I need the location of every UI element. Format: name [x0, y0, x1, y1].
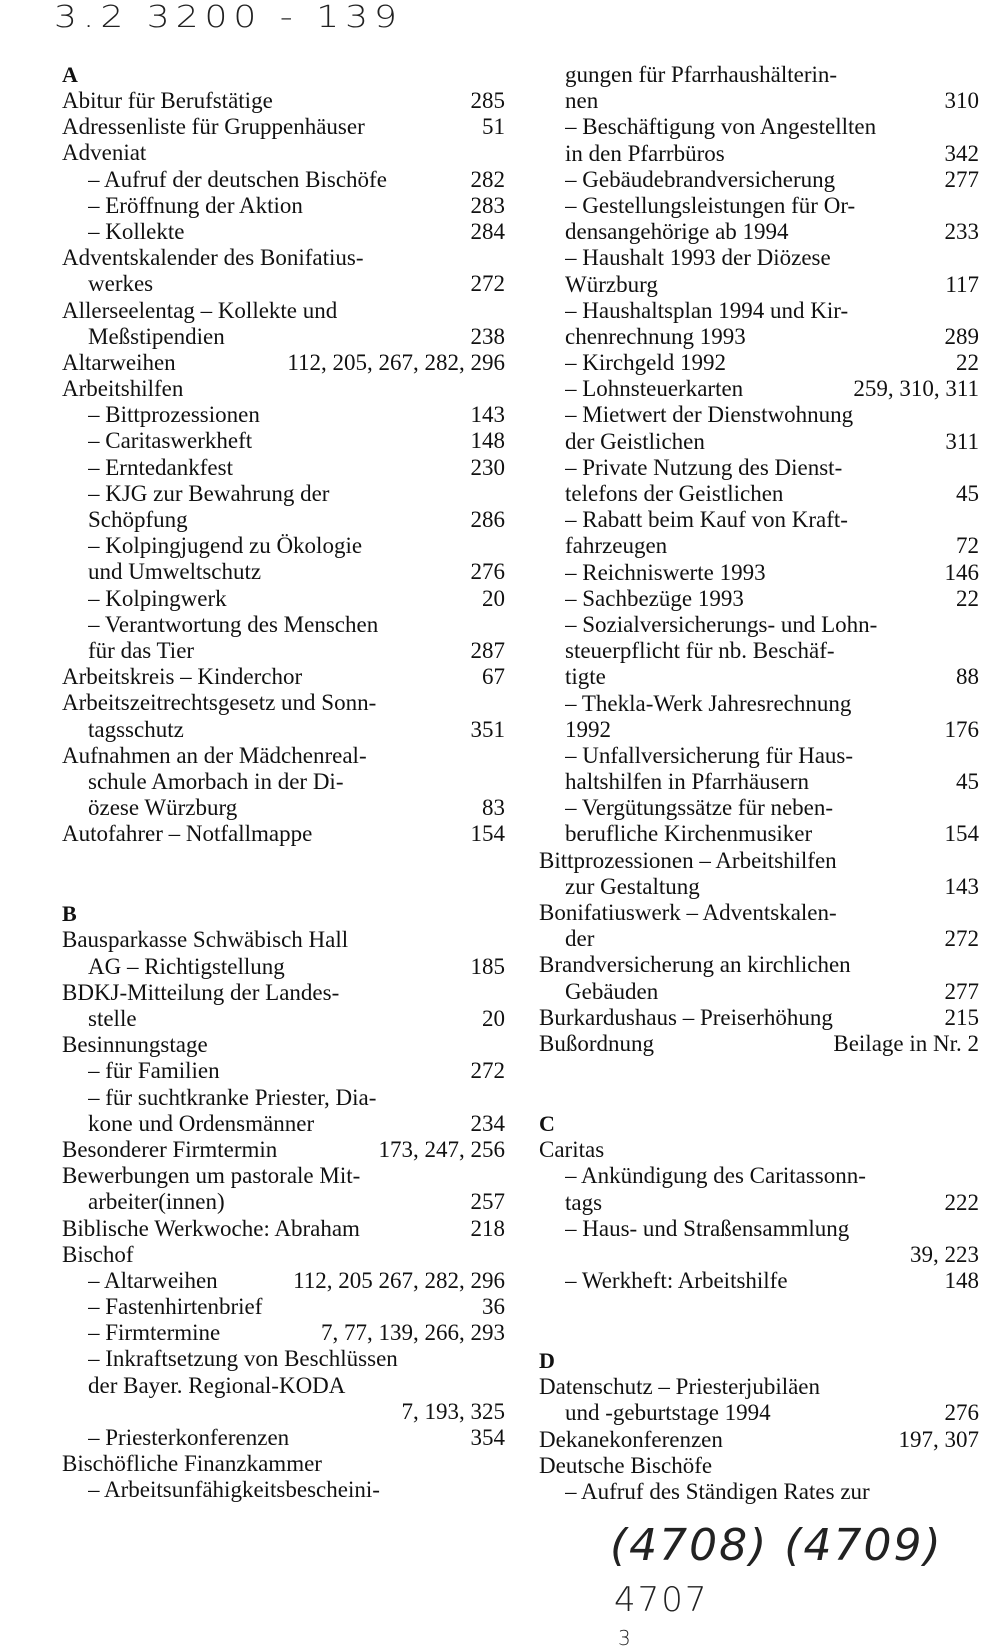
- entry-pages: 277: [944, 978, 979, 1004]
- index-subentry: [539, 376, 979, 402]
- index-subentry: [62, 167, 505, 193]
- entry-text: zur Gestaltung: [565, 873, 700, 899]
- index-subentry: [539, 664, 979, 690]
- entry-text: – für Familien: [88, 1058, 220, 1084]
- entry-pages: 173, 247, 256: [378, 1136, 505, 1162]
- entry-text: Bewerbungen um pastorale Mit-: [62, 1163, 361, 1189]
- index-subentry: [62, 533, 505, 559]
- entry-text: der Bayer. Regional-KODA: [88, 1372, 346, 1398]
- entry-pages: 354: [470, 1425, 505, 1450]
- index-subentry: [539, 350, 979, 376]
- entry-pages: 277: [944, 166, 979, 192]
- section-spacer: [62, 847, 505, 901]
- index-subentry: [62, 219, 505, 245]
- index-subentry: [539, 88, 979, 114]
- entry-text: und -geburtstage 1994: [565, 1400, 771, 1426]
- index-entry: [62, 980, 505, 1006]
- index-subentry: [62, 428, 505, 454]
- index-subentry: [62, 559, 505, 585]
- entry-pages: 45: [956, 481, 979, 506]
- index-entry: [62, 690, 505, 716]
- index-subentry: [539, 691, 979, 717]
- index-subentry: [539, 455, 979, 481]
- entry-pages: 20: [482, 1006, 505, 1031]
- index-subentry: [539, 821, 979, 847]
- index-subentry: [62, 717, 505, 743]
- entry-text: Schöpfung: [88, 507, 188, 532]
- index-subentry: [62, 324, 505, 350]
- entry-pages: 285: [470, 88, 505, 113]
- entry-pages: 51: [482, 114, 505, 140]
- entry-pages: 289: [944, 323, 979, 349]
- entry-text: – Eröffnung der Aktion: [88, 192, 303, 218]
- entry-text: stelle: [88, 1006, 137, 1031]
- index-subentry: [539, 402, 979, 428]
- entry-pages: 311: [945, 428, 979, 454]
- entry-pages: 67: [482, 664, 505, 690]
- index-subentry: [62, 193, 505, 219]
- index-entry: [539, 952, 979, 978]
- entry-text: – Bittprozessionen: [88, 402, 260, 428]
- entry-text: densangehörige ab 1994: [565, 219, 789, 245]
- entry-text: und Umweltschutz: [88, 559, 262, 585]
- entry-text: – Inkraftsetzung von Beschlüssen: [88, 1346, 398, 1372]
- entry-pages: 272: [944, 926, 979, 952]
- index-entry: [539, 1427, 979, 1453]
- entry-text: Bußordnung: [539, 1030, 654, 1056]
- entry-text: schule Amorbach in der Di-: [88, 768, 344, 794]
- entry-pages: 215: [944, 1004, 979, 1030]
- index-subentry: [539, 717, 979, 743]
- entry-pages: 148: [470, 428, 505, 454]
- entry-text: für das Tier: [88, 637, 195, 663]
- index-entry: [539, 1005, 979, 1031]
- entry-text: – Thekla-Werk Jahresrechnung: [565, 690, 852, 716]
- index-entry: [62, 245, 505, 271]
- index-subentry: [539, 1163, 979, 1189]
- index-subentry: [539, 769, 979, 795]
- entry-text: Biblische Werkwoche: Abraham: [62, 1215, 360, 1241]
- entry-pages: 342: [944, 140, 979, 166]
- entry-pages: 259, 310, 311: [853, 376, 979, 402]
- entry-pages: 218: [470, 1215, 505, 1241]
- index-subentry: [62, 271, 505, 297]
- index-subentry: [539, 560, 979, 586]
- entry-pages: 22: [956, 350, 979, 376]
- index-column-right: [539, 62, 979, 1505]
- entry-text: – Vergütungssätze für neben-: [565, 795, 834, 821]
- entry-pages: 234: [470, 1110, 505, 1136]
- section-heading: B: [62, 901, 77, 927]
- entry-text: Besonderer Firmtermin: [62, 1136, 278, 1162]
- index-subentry: [62, 402, 505, 428]
- entry-text: Meßstipendien: [88, 323, 225, 349]
- entry-pages: 7, 77, 139, 266, 293: [321, 1320, 505, 1346]
- entry-pages: 112, 205, 267, 282, 296: [287, 349, 505, 375]
- index-subentry: [539, 272, 979, 298]
- index-subentry: [539, 219, 979, 245]
- entry-text: kone und Ordensmänner: [88, 1110, 315, 1136]
- entry-text: BDKJ-Mitteilung der Landes-: [62, 979, 340, 1005]
- entry-pages: 22: [956, 585, 979, 611]
- entry-text: – Altarweihen: [88, 1267, 218, 1293]
- entry-text: – Sachbezüge 1993: [565, 585, 744, 611]
- index-subentry: [539, 193, 979, 219]
- index-subentry: [62, 455, 505, 481]
- index-subentry: [62, 1425, 505, 1451]
- entry-text: – Reichniswerte 1993: [565, 559, 766, 585]
- entry-text: – Caritaswerkheft: [88, 428, 253, 454]
- entry-pages: 88: [956, 664, 979, 690]
- index-subentry: [62, 1006, 505, 1032]
- index-subentry: [539, 1479, 979, 1505]
- entry-text: – Unfallversicherung für Haus-: [565, 742, 854, 768]
- index-subentry: [62, 1268, 505, 1294]
- index-subentry: [539, 114, 979, 140]
- index-subentry: [539, 1242, 979, 1268]
- entry-pages: 83: [482, 795, 505, 821]
- entry-pages: 146: [944, 559, 979, 585]
- entry-text: Adventskalender des Bonifatius-: [62, 245, 364, 271]
- entry-pages: 286: [470, 507, 505, 532]
- entry-text: – Fastenhirtenbrief: [88, 1294, 263, 1320]
- entry-text: Arbeitskreis – Kinderchor: [62, 664, 303, 690]
- entry-text: Bonifatiuswerk – Adventskalen-: [539, 900, 837, 925]
- index-entry: [62, 1216, 505, 1242]
- entry-text: – Lohnsteuerkarten: [565, 376, 744, 402]
- entry-text: Arbeitshilfen: [62, 376, 184, 402]
- index-entry: [539, 1453, 979, 1479]
- entry-text: Burkardushaus – Preiserhöhung: [539, 1004, 833, 1030]
- index-entry: [62, 821, 505, 847]
- entry-text: arbeiter(innen): [88, 1189, 225, 1215]
- entry-pages: 143: [944, 873, 979, 899]
- index-entry: [62, 350, 505, 376]
- entry-text: chenrechnung 1993: [565, 323, 746, 349]
- entry-text: – Gestellungsleistungen für Or-: [565, 192, 856, 218]
- index-subentry: [539, 1268, 979, 1294]
- entry-text: Bausparkasse Schwäbisch Hall: [62, 927, 349, 953]
- entry-text: Arbeitszeitrechtsgesetz und Sonn-: [62, 690, 377, 716]
- entry-text: – Aufruf der deutschen Bischöfe: [88, 166, 387, 192]
- entry-text: Datenschutz – Priesterjubiläen: [539, 1374, 821, 1400]
- entry-text: – Sozialversicherungs- und Lohn-: [565, 611, 878, 637]
- index-entry: [62, 140, 505, 166]
- entry-pages: 154: [470, 821, 505, 847]
- index-subentry: [539, 1190, 979, 1216]
- entry-pages: 283: [470, 192, 505, 218]
- index-entry: [539, 1374, 979, 1400]
- entry-text: – für suchtkranke Priester, Dia-: [88, 1084, 377, 1110]
- index-subentry: [62, 612, 505, 638]
- entry-pages: 36: [482, 1294, 505, 1320]
- index-entry: [539, 1031, 979, 1057]
- entry-text: Allerseelentag – Kollekte und: [62, 297, 338, 323]
- entry-text: Bischöfliche Finanzkammer: [62, 1451, 322, 1477]
- index-entry: [62, 1451, 505, 1477]
- entry-pages: 112, 205 267, 282, 296: [293, 1267, 505, 1293]
- index-subentry: [62, 481, 505, 507]
- entry-pages: 39, 223: [910, 1241, 979, 1267]
- index-subentry: [62, 507, 505, 533]
- index-subentry: [539, 874, 979, 900]
- entry-text: Autofahrer – Notfallmappe: [62, 821, 313, 847]
- entry-pages: 185: [470, 953, 505, 979]
- entry-pages: 282: [470, 166, 505, 192]
- entry-pages: 238: [470, 323, 505, 349]
- index-subentry: [62, 1373, 505, 1399]
- index-subentry: [539, 586, 979, 612]
- entry-pages: 276: [944, 1400, 979, 1426]
- index-subentry: [62, 1346, 505, 1372]
- index-subentry: [539, 298, 979, 324]
- index-entry: [62, 1137, 505, 1163]
- section-heading: A: [62, 62, 78, 87]
- entry-text: – Haushaltsplan 1994 und Kir-: [565, 297, 849, 323]
- entry-text: haltshilfen in Pfarrhäusern: [565, 769, 809, 795]
- entry-text: – Werkheft: Arbeitshilfe: [565, 1268, 788, 1294]
- index-subentry: [539, 481, 979, 507]
- index-entry: [62, 743, 505, 769]
- index-subentry: [539, 507, 979, 533]
- index-subentry: [539, 1400, 979, 1426]
- index-entry: [62, 1032, 505, 1058]
- entry-text: nen: [565, 88, 599, 114]
- entry-text: tagsschutz: [88, 716, 184, 742]
- handwritten-archive-number: 3.2 3200 - 139: [54, 0, 403, 35]
- index-column-left: [62, 62, 505, 1504]
- entry-pages: 72: [956, 533, 979, 559]
- entry-pages: 257: [470, 1189, 505, 1215]
- index-subentry: [539, 926, 979, 952]
- entry-text: – Kolpingwerk: [88, 585, 227, 611]
- entry-pages: Beilage in Nr. 2: [833, 1030, 979, 1056]
- entry-text: tigte: [565, 664, 606, 690]
- entry-text: – Rabatt beim Kauf von Kraft-: [565, 507, 848, 533]
- index-subentry: [62, 1399, 505, 1425]
- entry-pages: 222: [944, 1189, 979, 1215]
- entry-pages: 230: [470, 454, 505, 480]
- index-subentry: [539, 795, 979, 821]
- index-entry: [539, 848, 979, 874]
- index-subentry: [539, 743, 979, 769]
- entry-text: steuerpflicht für nb. Beschäf-: [565, 638, 835, 664]
- index-entry: [539, 1137, 979, 1163]
- index-subentry: [62, 1294, 505, 1320]
- index-subentry: [62, 1085, 505, 1111]
- index-subentry: [539, 979, 979, 1005]
- index-subentry: [62, 1320, 505, 1346]
- entry-text: werkes: [88, 271, 154, 297]
- section-spacer: [539, 1057, 979, 1111]
- entry-text: Bittprozessionen – Arbeitshilfen: [539, 847, 837, 873]
- entry-text: Caritas: [539, 1137, 605, 1163]
- entry-text: der: [565, 926, 595, 952]
- entry-pages: 310: [944, 88, 979, 114]
- entry-text: – Haushalt 1993 der Diözese: [565, 245, 831, 271]
- index-subentry: [62, 769, 505, 795]
- entry-text: – Mietwert der Dienstwohnung: [565, 402, 854, 428]
- index-entry: [62, 664, 505, 690]
- entry-text: Dekanekonferenzen: [539, 1426, 723, 1452]
- index-subentry: [62, 638, 505, 664]
- entry-text: Adveniat: [62, 140, 147, 166]
- entry-text: – Erntedankfest: [88, 454, 233, 480]
- index-subentry: [539, 638, 979, 664]
- index-subentry: [539, 429, 979, 455]
- entry-text: – Ankündigung des Caritassonn-: [565, 1163, 866, 1189]
- index-entry: [62, 114, 505, 140]
- entry-text: tags: [565, 1189, 603, 1215]
- index-entry: [539, 900, 979, 926]
- entry-text: Bischof: [62, 1241, 134, 1267]
- entry-text: – KJG zur Bewahrung der: [88, 480, 330, 506]
- entry-text: Gebäuden: [565, 978, 659, 1004]
- entry-text: – Firmtermine: [88, 1320, 221, 1346]
- entry-text: – Gebäudebrandversicherung: [565, 166, 836, 192]
- section-spacer: [539, 1294, 979, 1348]
- entry-text: gungen für Pfarrhaushälterin-: [565, 62, 838, 87]
- index-subentry: [62, 1058, 505, 1084]
- section-heading: D: [539, 1348, 555, 1374]
- entry-pages: 143: [470, 402, 505, 428]
- index-entry: [62, 298, 505, 324]
- entry-text: Würzburg: [565, 271, 658, 297]
- entry-text: özese Würzburg: [88, 795, 238, 821]
- entry-text: berufliche Kirchenmusiker: [565, 821, 813, 847]
- handwritten-note-bottom: (4708) (4709): [610, 1520, 943, 1571]
- index-subentry: [62, 795, 505, 821]
- entry-text: fahrzeugen: [565, 533, 668, 559]
- index-subentry: [539, 141, 979, 167]
- index-subentry: [539, 167, 979, 193]
- index-subentry: [62, 1477, 505, 1503]
- entry-pages: 176: [944, 716, 979, 742]
- entry-text: – Kirchgeld 1992: [565, 350, 726, 376]
- entry-text: der Geistlichen: [565, 428, 705, 454]
- entry-text: Abitur für Berufstätige: [62, 88, 273, 113]
- entry-text: telefons der Geistlichen: [565, 481, 784, 506]
- index-entry: [62, 376, 505, 402]
- entry-text: in den Pfarrbüros: [565, 140, 725, 166]
- entry-text: – Kolpingjugend zu Ökologie: [88, 533, 363, 559]
- entry-text: – Verantwortung des Menschen: [88, 611, 379, 637]
- entry-pages: 148: [944, 1268, 979, 1294]
- entry-pages: 7, 193, 325: [401, 1398, 505, 1424]
- entry-text: – Kollekte: [88, 218, 185, 244]
- section-heading: C: [539, 1111, 555, 1137]
- entry-text: Altarweihen: [62, 349, 176, 375]
- entry-text: – Priesterkonferenzen: [88, 1425, 290, 1450]
- entry-text: Besinnungstage: [62, 1032, 208, 1058]
- entry-text: Brandversicherung an kirchlichen: [539, 952, 851, 978]
- index-subentry: [539, 533, 979, 559]
- handwritten-note-bottom-2: 4707: [614, 1580, 709, 1620]
- entry-text: AG – Richtigstellung: [88, 953, 285, 979]
- entry-pages: 272: [470, 271, 505, 297]
- entry-text: – Aufruf des Ständigen Rates zur: [565, 1479, 870, 1504]
- index-subentry: [539, 62, 979, 88]
- index-entry: [62, 1163, 505, 1189]
- entry-pages: 20: [482, 585, 505, 611]
- entry-text: – Arbeitsunfähigkeitsbescheini-: [88, 1477, 380, 1503]
- index-subentry: [539, 324, 979, 350]
- page-number: 3: [618, 1626, 631, 1650]
- index-subentry: [539, 1216, 979, 1242]
- index-subentry: [539, 245, 979, 271]
- entry-text: – Private Nutzung des Dienst-: [565, 454, 843, 480]
- entry-text: – Beschäftigung von Angestellten: [565, 114, 877, 140]
- entry-pages: 272: [470, 1058, 505, 1084]
- index-subentry: [62, 1189, 505, 1215]
- index-subentry: [62, 586, 505, 612]
- entry-text: Adressenliste für Gruppenhäuser: [62, 114, 365, 140]
- entry-pages: 287: [470, 637, 505, 663]
- index-subentry: [539, 612, 979, 638]
- entry-pages: 284: [470, 218, 505, 244]
- entry-pages: 45: [956, 769, 979, 795]
- entry-pages: 276: [470, 559, 505, 585]
- entry-text: 1992: [565, 716, 611, 742]
- entry-text: Aufnahmen an der Mädchenreal-: [62, 742, 367, 768]
- entry-pages: 233: [944, 219, 979, 245]
- entry-text: Deutsche Bischöfe: [539, 1452, 713, 1478]
- index-subentry: [62, 1111, 505, 1137]
- entry-pages: 154: [944, 821, 979, 847]
- index-entry: [62, 88, 505, 114]
- entry-text: – Haus- und Straßensammlung: [565, 1215, 850, 1241]
- entry-pages: 117: [945, 271, 979, 297]
- index-subentry: [62, 954, 505, 980]
- index-entry: [62, 927, 505, 953]
- entry-pages: 351: [470, 716, 505, 742]
- entry-pages: 197, 307: [898, 1426, 979, 1452]
- index-entry: [62, 1242, 505, 1268]
